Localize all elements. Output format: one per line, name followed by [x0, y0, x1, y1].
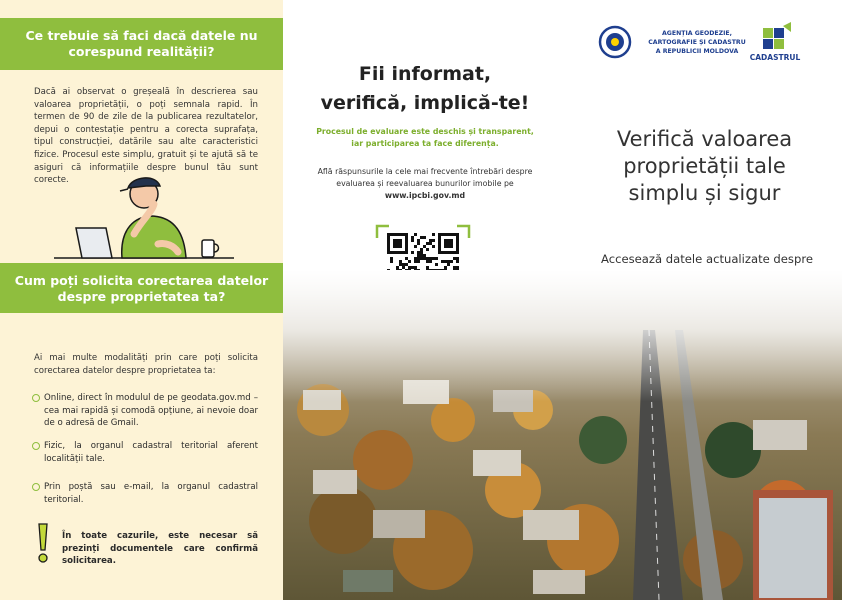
agency-name-line-3: A REPUBLICII MOLDOVA	[655, 48, 739, 55]
slogan-line-1: Fii informat,	[358, 63, 492, 85]
slogan	[283, 60, 567, 118]
bullet-online	[32, 392, 258, 430]
slogan-line-2: verifică, implică-te!	[320, 92, 530, 114]
faq-text: Află răspunsurile la cele mai frecvente întrebări despre evaluarea și reevaluarea bunurilor imobile pe	[317, 167, 533, 188]
question-heading-2: Cum poți solicita corectarea datelor despre proprietatea ta?	[0, 263, 283, 313]
city-aerial-photo	[283, 270, 842, 600]
exclamation-icon	[36, 522, 50, 564]
faq-link[interactable]: www.ipcbi.gov.md	[384, 191, 466, 200]
agency-logo	[597, 24, 757, 60]
headline-line-2: proprietății tale	[623, 154, 786, 178]
question-heading-1: Ce trebuie să faci dacă datele nu corespund realității?	[0, 18, 283, 70]
person-at-laptop-illustration	[54, 172, 234, 264]
bullet-dot-icon	[32, 394, 40, 402]
bullet-dot-icon	[32, 442, 40, 450]
intro-paragraph: Dacă ai observat o greșeală în descrierea sau valoarea proprietății, o poți semnala rapid. În termen de 90 de zile de la publicarea rezultatelor, depui o contestație pentru a corecta suprafața, tipul construcției, datările sau alte caracteristici fizice. Procesul este simplu, gratuit și te ajută să te asiguri că informațiile despre bunul tău sunt corecte.	[34, 87, 258, 186]
bullet-text: Prin poștă sau e-mail, la organul cadastral teritorial.	[44, 482, 258, 505]
bullet-post-email	[32, 481, 258, 506]
left-panel	[0, 0, 283, 600]
headline-line-1: Verifică valoarea	[616, 127, 793, 151]
agency-name-line-1: AGENȚIA GEODEZIE,	[661, 30, 733, 37]
transparency-note: Procesul de evaluare este deschis și transparent, iar participarea ta face diferența.	[316, 127, 534, 148]
bullet-dot-icon	[32, 483, 40, 491]
cadastru-logo-text: CADASTRUL	[749, 53, 801, 62]
subline: Accesează datele actualizate despre	[601, 252, 813, 266]
how-intro-paragraph: Ai mai multe modalități prin care poți solicita corectarea datelor despre proprietatea ta:	[34, 353, 258, 376]
headline	[567, 126, 842, 207]
cadastru-logo	[745, 22, 805, 64]
faq-note	[307, 166, 543, 202]
bullet-text: Fizic, la organul cadastral teritorial aferent localității tale.	[44, 441, 258, 464]
bullet-text: Online, direct în modulul de pe geodata.gov.md – cea mai rapidă și comodă opțiune, ai nevoie doar de o adresă de Gmail.	[44, 393, 258, 429]
documents-note: În toate cazurile, este necesar să prezinți documentele care confirmă solicitarea.	[62, 531, 258, 567]
bullet-physical	[32, 440, 258, 465]
agency-name-line-2: CARTOGRAFIE ȘI CADASTRU	[648, 39, 746, 46]
headline-line-3: simplu și sigur	[628, 181, 781, 205]
